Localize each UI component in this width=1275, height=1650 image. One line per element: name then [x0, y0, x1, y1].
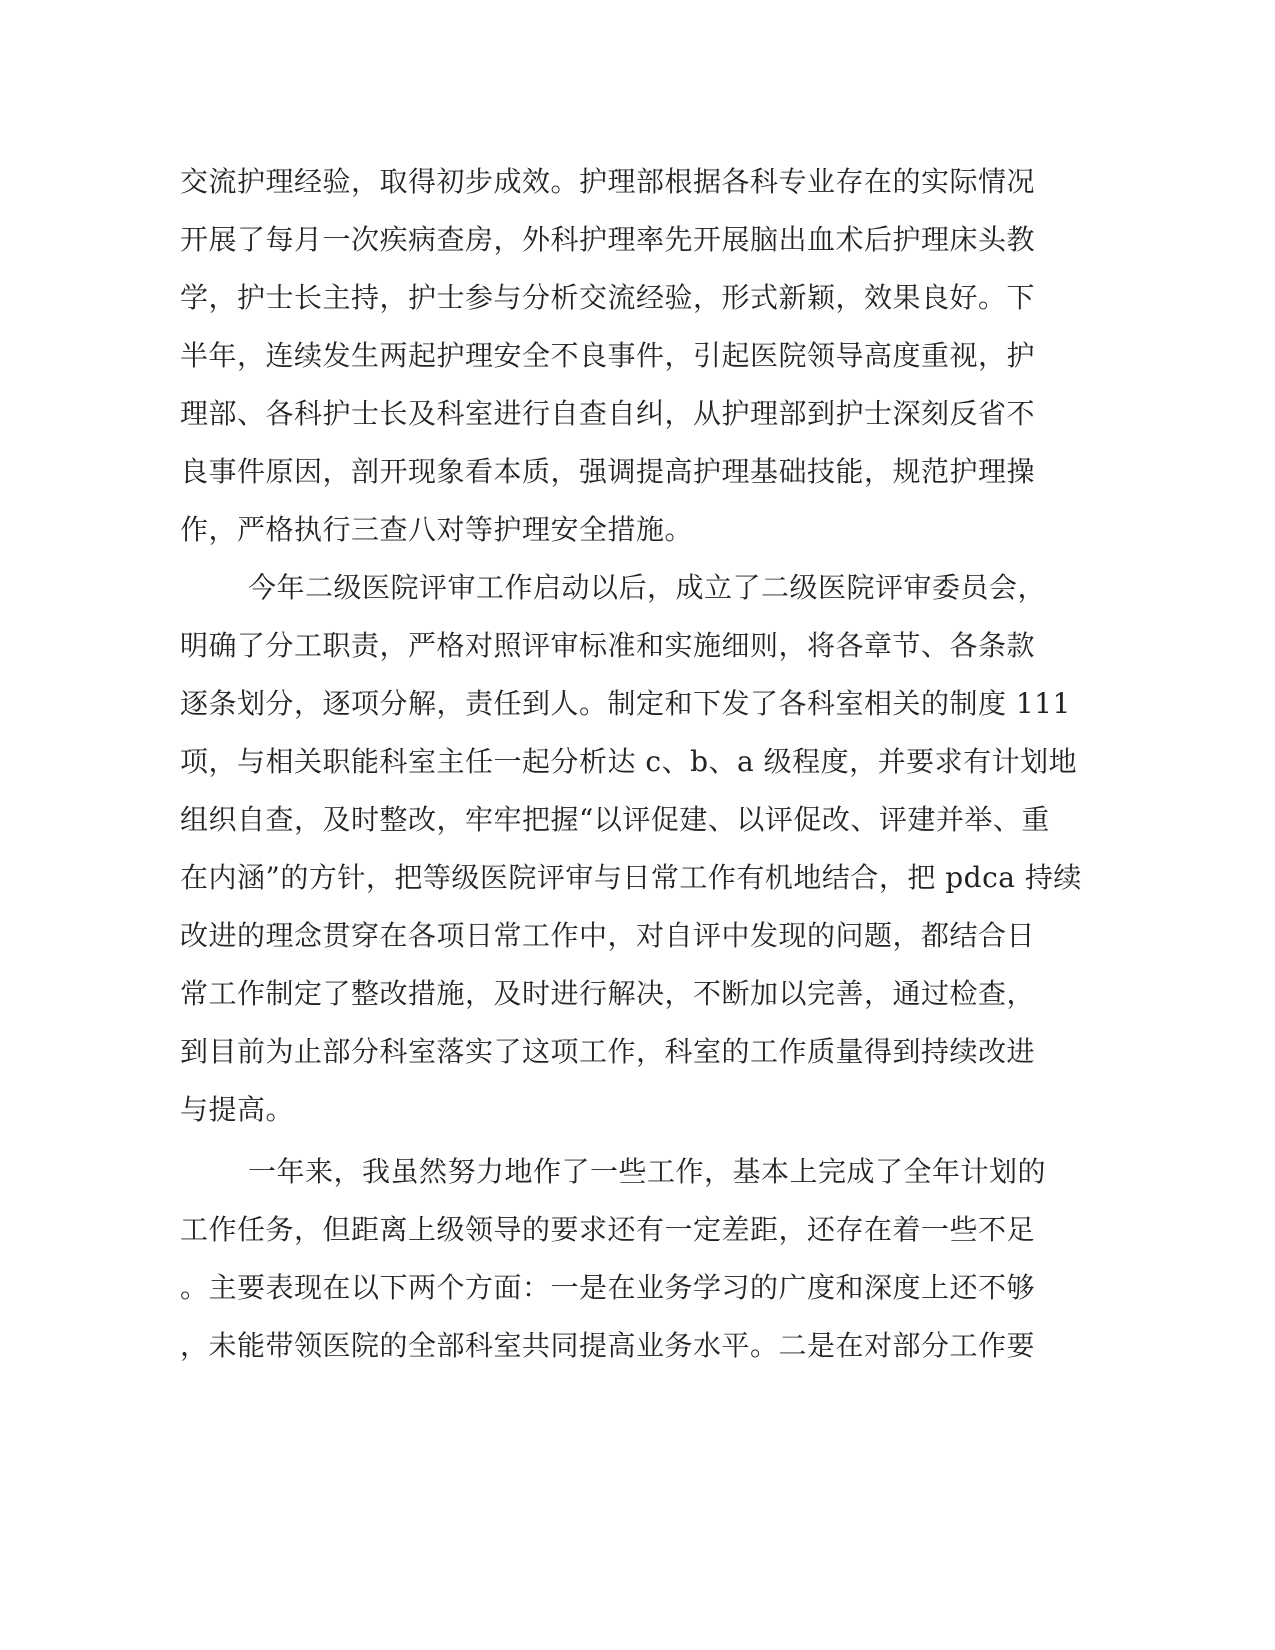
text-line: 逐条划分，逐项分解，责任到人。制定和下发了各科室相关的制度 111 — [180, 687, 1071, 720]
text-line: 常工作制定了整改措施，及时进行解决，不断加以完善，通过检查， — [180, 977, 1036, 1010]
text-line: 学，护士长主持，护士参与分析交流经验，形式新颖，效果良好。下 — [180, 281, 1036, 314]
text-line: 良事件原因，剖开现象看本质，强调提高护理基础技能，规范护理操 — [180, 455, 1036, 488]
text-line: 理部、各科护士长及科室进行自查自纠，从护理部到护士深刻反省不 — [180, 397, 1036, 430]
text-line: 交流护理经验，取得初步成效。护理部根据各科专业存在的实际情况 — [180, 165, 1036, 198]
text-line: 作，严格执行三查八对等护理安全措施。 — [180, 513, 694, 546]
text-line: 一年来，我虽然努力地作了一些工作，基本上完成了全年计划的 — [248, 1155, 1047, 1188]
text-line: 半年，连续发生两起护理安全不良事件，引起医院领导高度重视，护 — [180, 339, 1036, 372]
text-line: 开展了每月一次疾病查房，外科护理率先开展脑出血术后护理床头教 — [180, 223, 1036, 256]
text-line: 项，与相关职能科室主任一起分析达 c、b、a 级程度，并要求有计划地 — [180, 745, 1078, 778]
text-line: 工作任务，但距离上级领导的要求还有一定差距，还存在着一些不足 — [180, 1213, 1036, 1246]
text-line: 在内涵”的方针，把等级医院评审与日常工作有机地结合，把 pdca 持续 — [180, 861, 1082, 894]
text-line: 到目前为止部分科室落实了这项工作，科室的工作质量得到持续改进 — [180, 1035, 1036, 1068]
text-line: 今年二级医院评审工作启动以后，成立了二级医院评审委员会， — [248, 571, 1047, 604]
text-line: 组织自查，及时整改，牢牢把握“以评促建、以评促改、评建并举、重 — [180, 803, 1050, 836]
text-line: 明确了分工职责，严格对照评审标准和实施细则，将各章节、各条款 — [180, 629, 1036, 662]
text-line: 改进的理念贯穿在各项日常工作中，对自评中发现的问题，都结合日 — [180, 919, 1036, 952]
text-line: 与提高。 — [180, 1093, 295, 1126]
text-line: ，未能带领医院的全部科室共同提高业务水平。二是在对部分工作要 — [180, 1329, 1036, 1362]
text-line: 。主要表现在以下两个方面：一是在业务学习的广度和深度上还不够 — [180, 1271, 1036, 1304]
